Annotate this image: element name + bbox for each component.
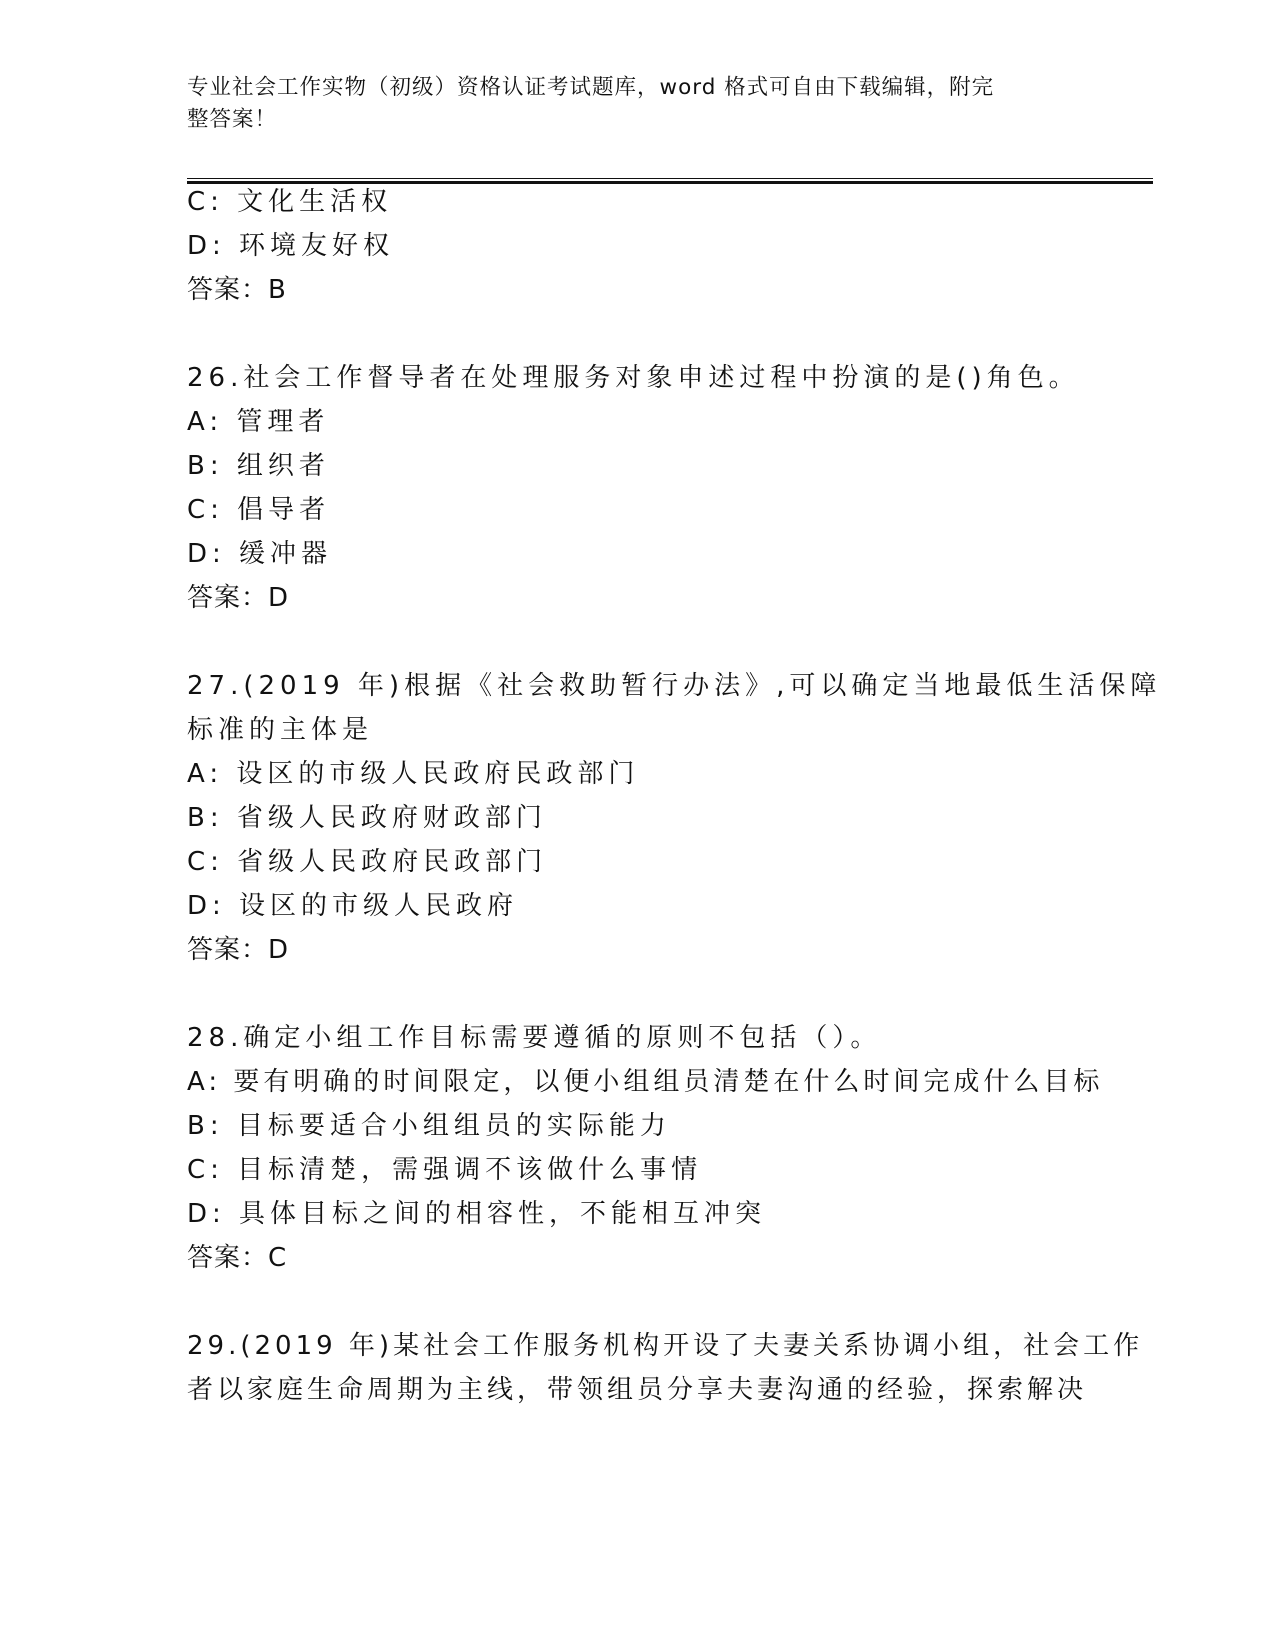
document-header bbox=[187, 72, 1087, 136]
q28-stem: 28.确定小组工作目标需要遵循的原则不包括（）。 bbox=[187, 1023, 882, 1053]
q25-option-c: C: 文化生活权 bbox=[187, 187, 393, 217]
q25-option-d: D: 环境友好权 bbox=[187, 231, 395, 261]
header-line-2: 整答案！ bbox=[187, 107, 278, 132]
q26-option-a: A: 管理者 bbox=[187, 407, 330, 437]
header-line-1: 专业社会工作实物（初级）资格认证考试题库，word 格式可自由下载编辑，附完 bbox=[187, 75, 995, 100]
q28-option-d: D: 具体目标之间的相容性，不能相互冲突 bbox=[187, 1199, 767, 1229]
q28-answer: 答案：C bbox=[187, 1243, 288, 1273]
q29-stem-line-1: 29.(2019 年)某社会工作服务机构开设了夫妻关系协调小组，社会工作 bbox=[187, 1331, 1144, 1361]
q27-option-b: B: 省级人民政府财政部门 bbox=[187, 803, 547, 833]
q27-option-d: D: 设区的市级人民政府 bbox=[187, 891, 519, 921]
q26-stem: 26.社会工作督导者在处理服务对象申述过程中扮演的是()角色。 bbox=[187, 363, 1080, 393]
q28-option-a: A: 要有明确的时间限定，以便小组组员清楚在什么时间完成什么目标 bbox=[187, 1067, 1104, 1097]
q25-answer: 答案：B bbox=[187, 275, 287, 305]
q29-stem-line-2: 者以家庭生命周期为主线，带领组员分享夫妻沟通的经验，探索解决 bbox=[187, 1375, 1088, 1405]
q27-option-c: C: 省级人民政府民政部门 bbox=[187, 847, 548, 877]
q26-option-d: D: 缓冲器 bbox=[187, 539, 333, 569]
q26-option-b: B: 组织者 bbox=[187, 451, 330, 481]
q28-option-c: C: 目标清楚，需强调不该做什么事情 bbox=[187, 1155, 703, 1185]
header-rule-thick bbox=[187, 181, 1153, 184]
q26-answer: 答案：D bbox=[187, 583, 290, 613]
header-rule-thin bbox=[187, 178, 1153, 179]
q27-stem-line-1: 27.(2019 年)根据《社会救助暂行办法》,可以确定当地最低生活保障 bbox=[187, 671, 1162, 701]
q28-option-b: B: 目标要适合小组组员的实际能力 bbox=[187, 1111, 671, 1141]
q27-stem-line-2: 标准的主体是 bbox=[187, 715, 374, 745]
q26-option-c: C: 倡导者 bbox=[187, 495, 331, 525]
q27-answer: 答案：D bbox=[187, 935, 290, 965]
q27-option-a: A: 设区的市级人民政府民政部门 bbox=[187, 759, 640, 789]
